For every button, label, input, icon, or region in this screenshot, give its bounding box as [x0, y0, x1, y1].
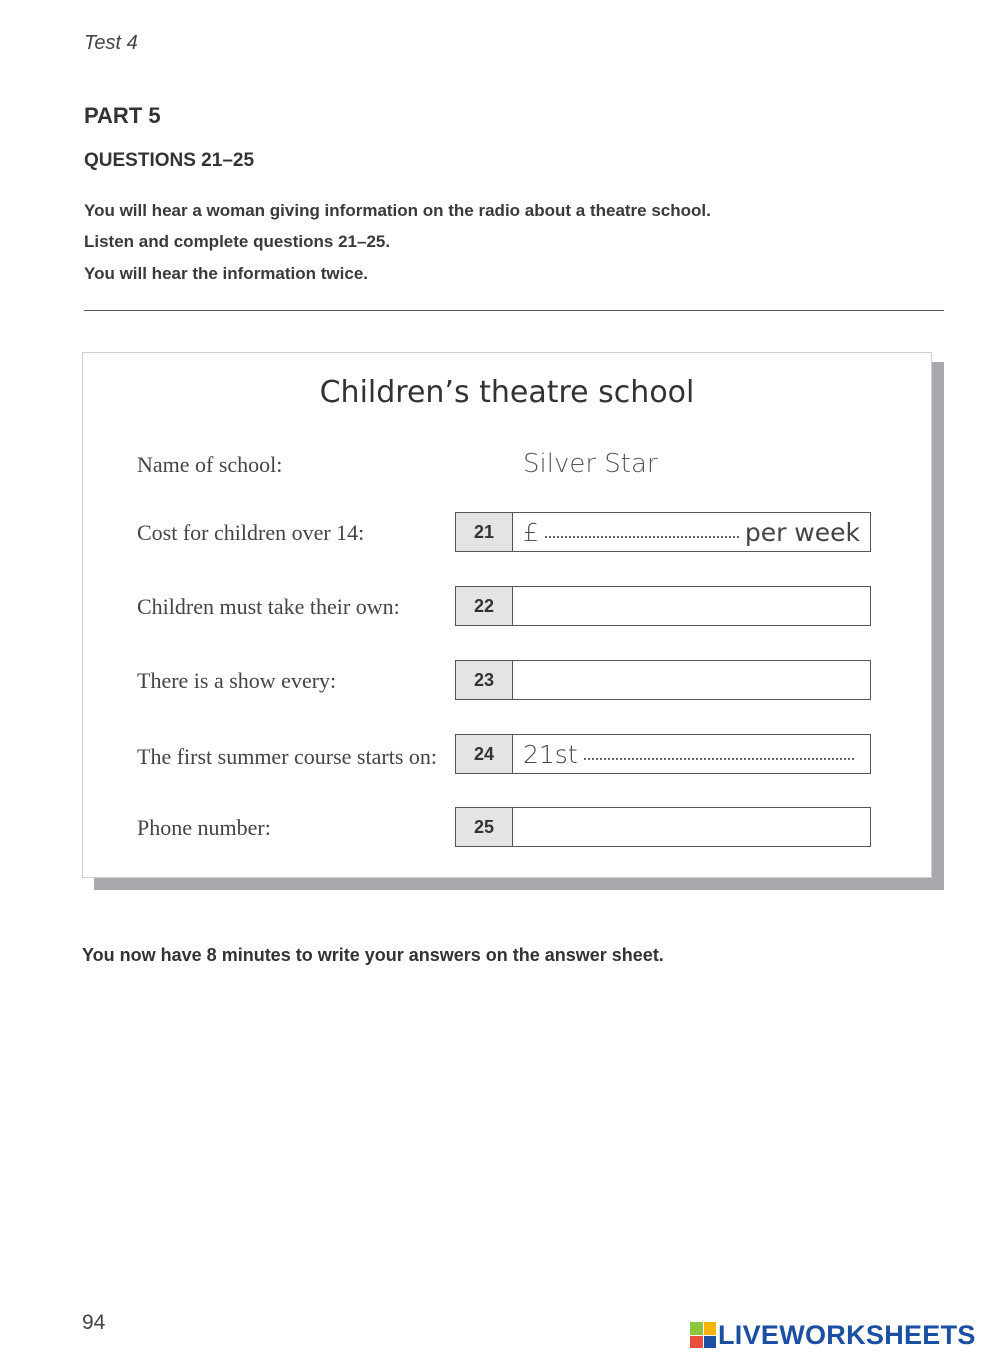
card-title: Children’s theatre school: [319, 375, 695, 410]
page-number: 94: [82, 1311, 106, 1334]
question-number-25: 25: [456, 808, 513, 846]
brand-logo: [690, 1318, 976, 1352]
question-number-22: 22: [456, 587, 513, 625]
answer-box-22[interactable]: [455, 586, 871, 626]
answer-field-25[interactable]: [513, 808, 870, 846]
footer-instruction: You now have 8 minutes to write your answers on the answer sheet.: [82, 945, 664, 965]
form-card: [82, 352, 932, 878]
pound-prefix: £: [523, 517, 539, 547]
dotted-line: [545, 536, 739, 538]
divider: [84, 310, 944, 311]
test-label: Test 4: [84, 32, 138, 54]
question-label-21: Cost for children over 14:: [137, 520, 365, 545]
answer-field-24[interactable]: [513, 735, 870, 773]
answer-field-21[interactable]: [513, 513, 870, 551]
answer-box-23[interactable]: [455, 660, 871, 700]
school-name-label: Name of school:: [137, 452, 283, 477]
question-label-23: There is a show every:: [137, 668, 337, 693]
question-number-24: 24: [456, 735, 513, 773]
question-label-25: Phone number:: [137, 815, 271, 840]
part-title: PART 5: [84, 103, 161, 128]
brand-name: LIVEWORKSHEETS: [718, 1319, 976, 1350]
per-week-suffix: per week: [744, 517, 860, 547]
question-label-22: Children must take their own:: [137, 594, 400, 619]
answer-field-23[interactable]: [513, 661, 870, 699]
question-label-24: The first summer course starts on:: [137, 744, 437, 769]
dotted-line: [584, 758, 854, 760]
answer-box-21[interactable]: [455, 512, 871, 552]
instruction-line: You will hear a woman giving information on the radio about a theatre school.: [84, 201, 711, 220]
answer-box-25[interactable]: [455, 807, 871, 847]
questions-title: QUESTIONS 21–25: [84, 150, 255, 171]
answer-box-24[interactable]: [455, 734, 871, 774]
question-number-23: 23: [456, 661, 513, 699]
brand-icon: [690, 1322, 716, 1348]
date-prefix: 21st: [523, 739, 578, 769]
school-name-value: Silver Star: [523, 449, 658, 479]
question-number-21: 21: [456, 513, 513, 551]
instruction-line: Listen and complete questions 21–25.: [84, 232, 391, 251]
instruction-line: You will hear the information twice.: [84, 264, 368, 283]
answer-field-22[interactable]: [513, 587, 870, 625]
